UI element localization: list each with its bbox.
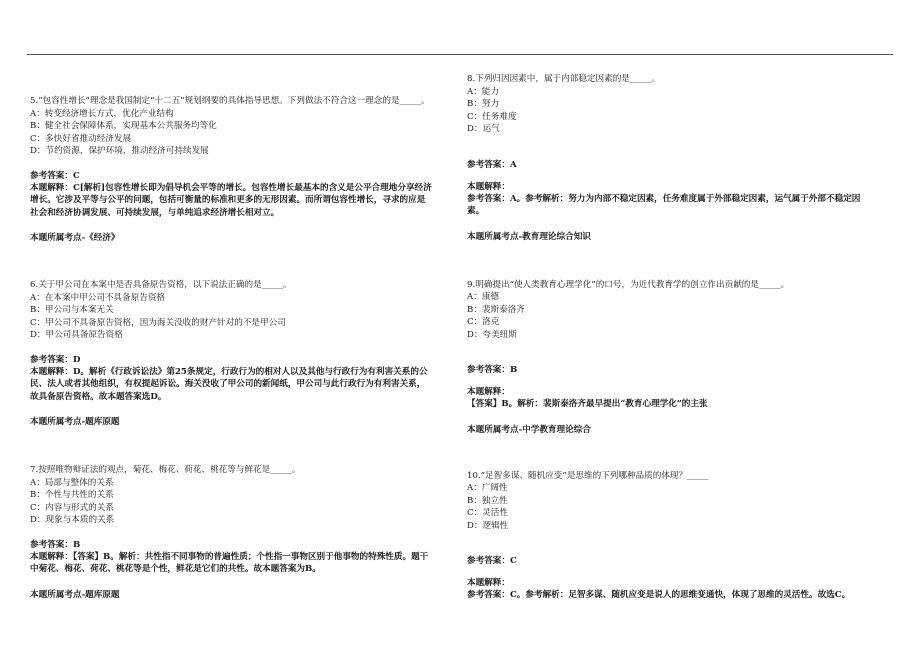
right-column xyxy=(467,73,887,602)
topic-line: 本题所属考点-教育理论综合知识 xyxy=(467,231,591,242)
reference-answer: 参考答案：C xyxy=(467,556,517,566)
explanation-line: 本题解释：C[解析]包容性增长即为倡导机会平等的增长。包容性增长最基本的含义是公平合理地分享经济 xyxy=(30,182,432,193)
option-b: B：甲公司与本案无关 xyxy=(30,305,114,315)
options-list xyxy=(30,108,450,158)
left-column xyxy=(30,95,450,601)
option-d: D：节约资源，保护环境，推动经济可持续发展 xyxy=(30,146,209,156)
option-d: D：夸美纽斯 xyxy=(467,329,517,340)
question-7 xyxy=(30,464,450,601)
option-b: B：裴斯泰洛齐 xyxy=(467,304,525,315)
option-a: A：康德 xyxy=(467,292,499,302)
options-list xyxy=(30,292,450,342)
option-b: B：努力 xyxy=(467,99,500,109)
option-a: A：在本案中甲公司不具备原告资格 xyxy=(30,292,166,303)
options-list xyxy=(30,477,450,527)
question-6 xyxy=(30,279,450,428)
explanation-line: 参考答案：C。参考解析：足智多谋、随机应变是说人的思维变通快，体现了思维的灵活性。故选C。 xyxy=(467,590,851,600)
option-a: A：局部与整体的关系 xyxy=(30,477,114,488)
options-list xyxy=(467,86,887,136)
explanation-line: 参考答案：A。参考解析：努力为内部不稳定因素，任务难度属于外部稳定因素，运气属于外部不稳定因 xyxy=(467,193,861,204)
option-c: C：灵活性 xyxy=(467,508,508,518)
question-10 xyxy=(467,470,887,602)
explanation-line: 故具备原告资格。故本题答案选D。 xyxy=(30,391,167,402)
explanation-line: 本题解释：【答案】B。解析：共性指不同事物的普遍性质；个性指一事物区别于他事物的特殊性质。题干 xyxy=(30,551,429,562)
reference-answer: 参考答案：B xyxy=(467,365,518,375)
explanation-line: 民、法人或者其他组织，有权提起诉讼。海关没收了甲公司的新闻纸，甲公司与此行政行为有利害关系， xyxy=(30,379,426,389)
explanation-line: 【答案】B。解析：裴斯泰洛齐最早提出“教育心理学化”的主张 xyxy=(467,399,708,409)
topic-line: 本题所属考点-题库原题 xyxy=(30,417,120,427)
question-stem: 10.“足智多谋、随机应变”是思维的下列哪种品质的体现？_____ xyxy=(467,470,709,481)
option-c: C：洛克 xyxy=(467,317,500,327)
options-list xyxy=(467,482,887,532)
explanation-label: 本题解释： xyxy=(467,387,510,397)
option-d: D：逻辑性 xyxy=(467,520,509,531)
explanation-line: 素。 xyxy=(467,206,485,216)
question-stem: 7.按照唯物辩证法的观点，菊花、梅花、荷花、桃花等与鲜花是_____。 xyxy=(30,465,301,475)
option-b: B：健全社会保障体系，实现基本公共服务均等化 xyxy=(30,121,217,131)
option-a: A：广阔性 xyxy=(467,483,508,493)
option-b: B：个性与共性的关系 xyxy=(30,490,114,500)
reference-answer: 参考答案：A xyxy=(467,159,517,170)
reference-answer: 参考答案：C xyxy=(30,170,80,181)
option-d: D：甲公司具备原告资格 xyxy=(30,330,123,340)
reference-answer: 参考答案：B xyxy=(30,539,81,550)
question-stem: 6.关于甲公司在本案中是否具备原告资格，以下说法正确的是_____。 xyxy=(30,280,292,290)
explanation-line: 中菊花、梅花、荷花、桃花等是个性，鲜花是它们的共性。故本题答案为B。 xyxy=(30,564,321,574)
question-5 xyxy=(30,95,450,244)
explanation-line: 本题解释：D。解析《行政诉讼法》第25条规定，行政行为的相对人以及其他与行政行为有利害关系的公 xyxy=(30,366,428,377)
option-b: B：独立性 xyxy=(467,495,508,506)
header-rule xyxy=(27,54,893,55)
reference-answer: 参考答案：D xyxy=(30,354,81,365)
option-c: C：甲公司不具备原告资格，因为海关没收的财产针对的不是甲公司 xyxy=(30,317,286,328)
topic-line: 本题所属考点-《经济》 xyxy=(30,233,120,243)
explanation-label: 本题解释： xyxy=(467,578,510,588)
option-c: C：内容与形式的关系 xyxy=(30,502,114,513)
explanation-label: 本题解释： xyxy=(467,181,510,192)
option-a: A：转变经济增长方式，优化产业结构 xyxy=(30,108,174,119)
option-d: D：现象与本质的关系 xyxy=(30,515,115,525)
option-c: C：任务难度 xyxy=(467,111,517,122)
topic-line: 本题所属考点-题库原题 xyxy=(30,589,120,600)
options-list xyxy=(467,291,887,341)
question-8 xyxy=(467,73,887,243)
explanation-line: 增长。它涉及平等与公平的问题，包括可衡量的标准和更多的无形因素。而所谓包容性增长，寻求的应是 xyxy=(30,195,426,205)
explanation-line: 社会和经济协调发展、可持续发展，与单纯追求经济增长相对立。 xyxy=(30,207,280,218)
option-c: C：多快好省推动经济发展 xyxy=(30,133,132,144)
topic-line: 本题所属考点-中学教育理论综合 xyxy=(467,424,591,435)
option-d: D：运气 xyxy=(467,124,500,134)
question-stem: 5.“包容性增长”理念是我国制定“十二五”规划纲要的具体指导思想。下列做法不符合这一理念的是_____。 xyxy=(30,96,430,106)
question-stem: 9.明确提出“使人类教育心理学化”的口号，为近代教育学的创立作出贡献的是_____。 xyxy=(467,279,790,290)
question-9 xyxy=(467,279,887,436)
question-stem: 8.下列归因因素中，属于内部稳定因素的是_____。 xyxy=(467,74,660,84)
option-a: A：能力 xyxy=(467,86,499,97)
